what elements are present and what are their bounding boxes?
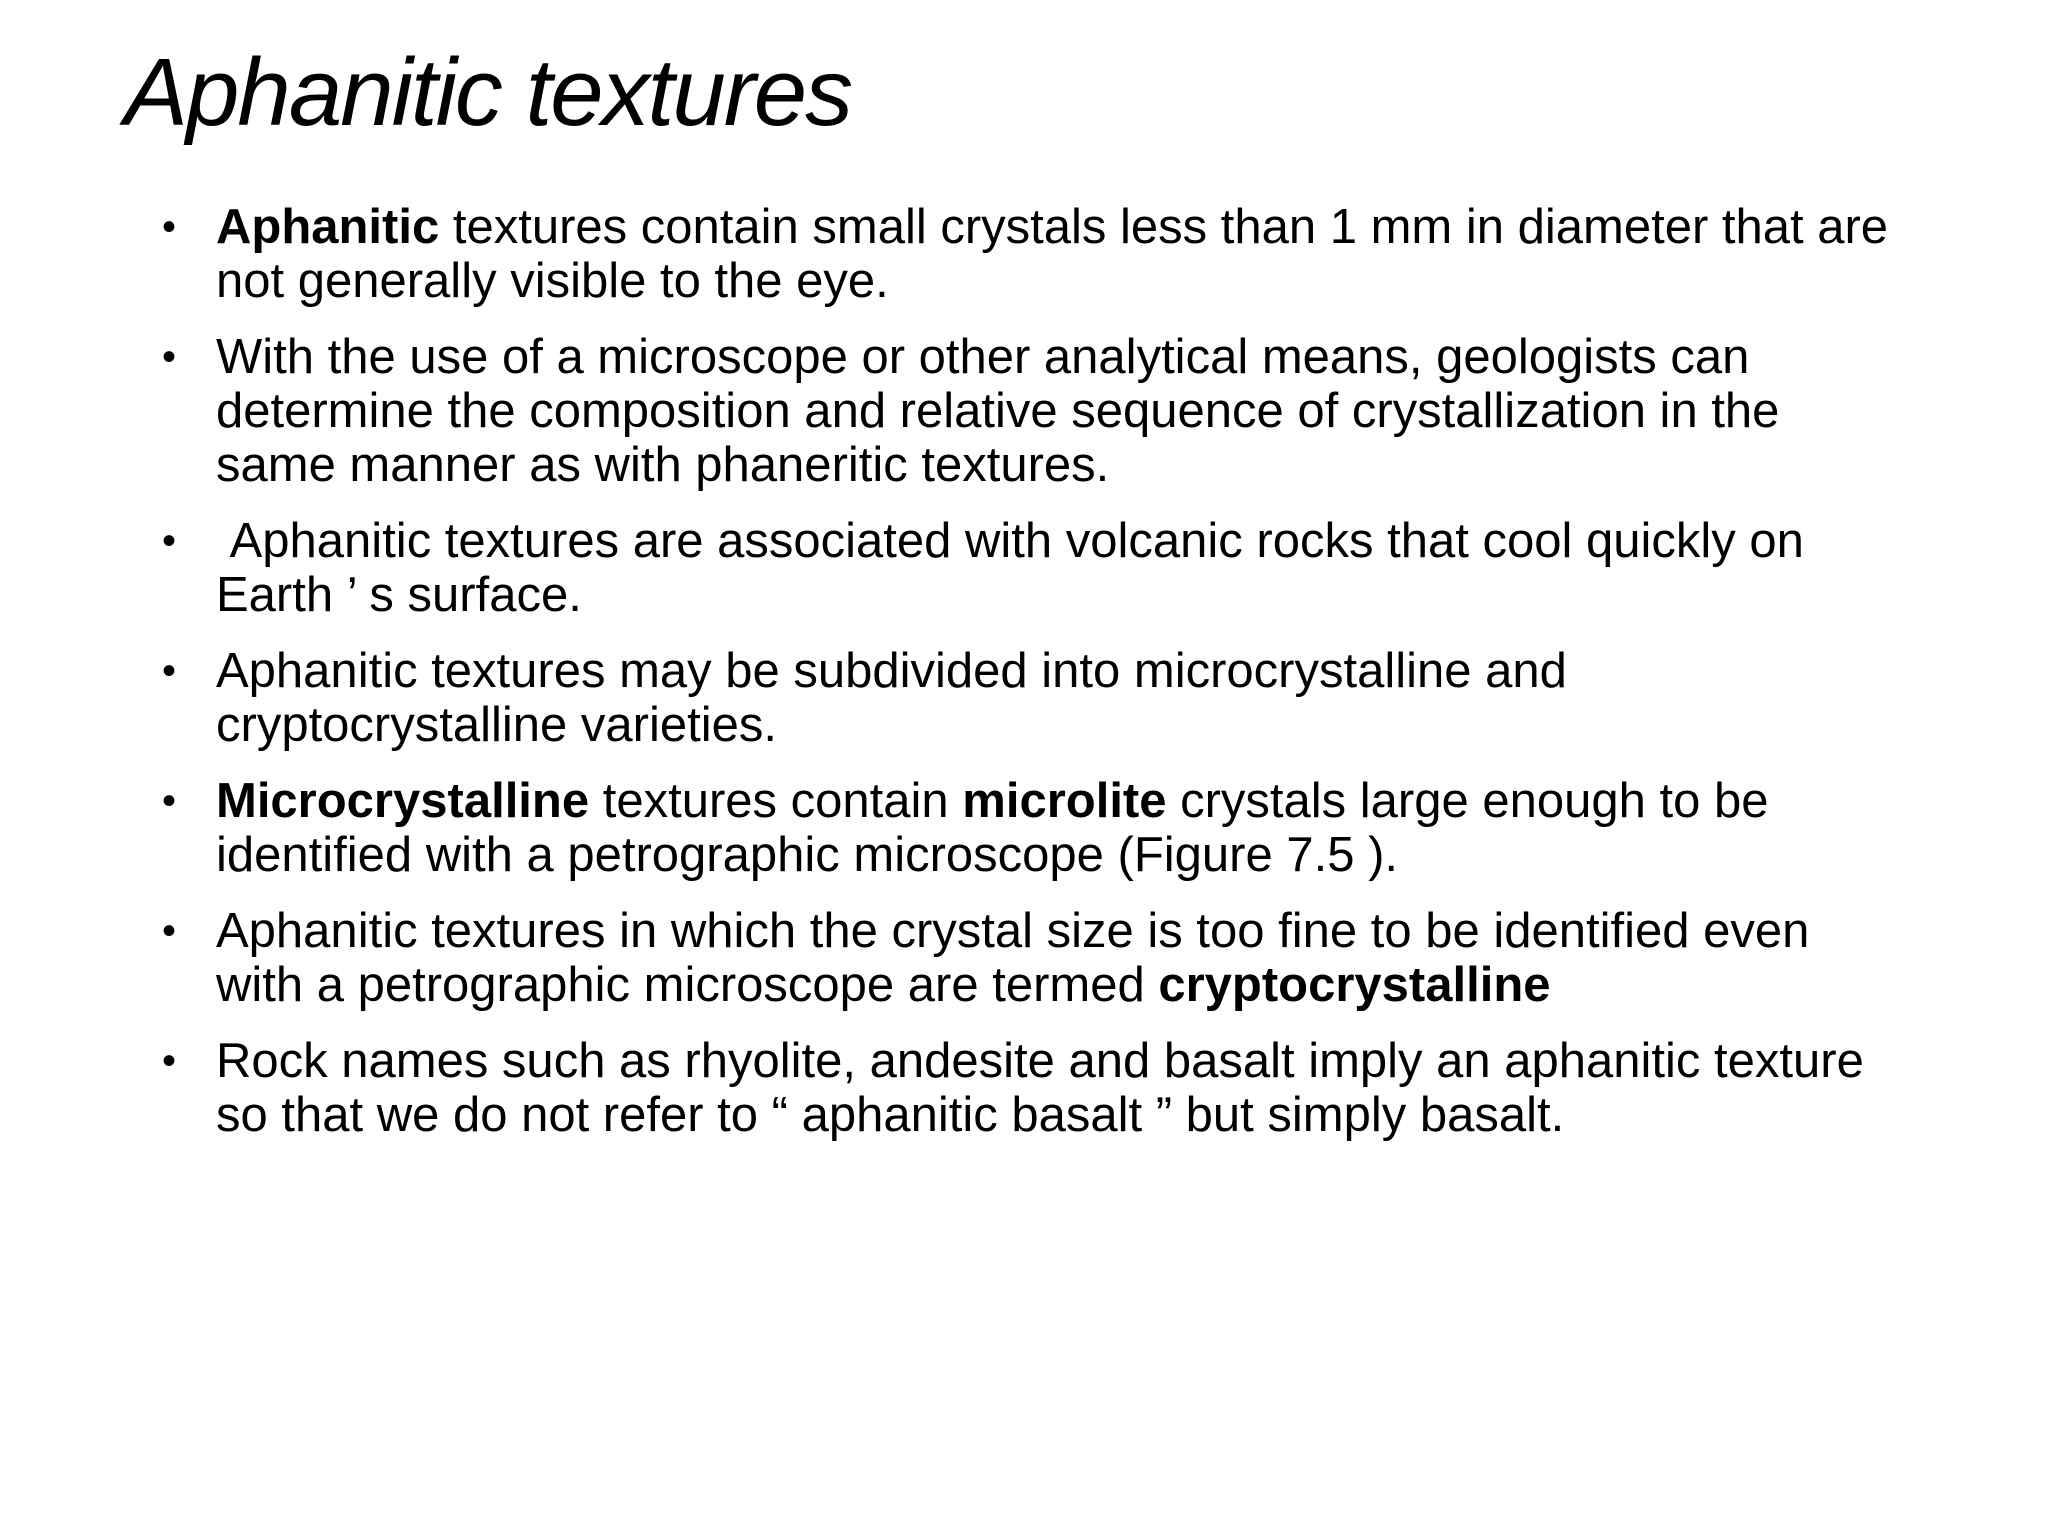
bullet-text: Aphanitic textures in which the crystal size is too fine to be identified even with a petrographic microscope are termed xyxy=(216,904,1810,1012)
bullet-dot-icon: • xyxy=(162,1039,177,1083)
bullet-item xyxy=(160,774,1900,882)
bullet-text: With the use of a microscope or other analytical means, geologists can determine the composition and relative sequence of crystallization in the same manner as with phaneritic textures. xyxy=(216,330,1780,492)
bullet-item xyxy=(160,644,1900,752)
bullet-dot-icon: • xyxy=(162,205,177,249)
bullet-item xyxy=(160,904,1900,1012)
bullet-item xyxy=(160,330,1900,492)
slide-title: Aphanitic textures xyxy=(124,39,852,146)
bullet-dot-icon: • xyxy=(162,649,177,693)
bullet-text: Aphanitic textures are associated with volcanic rocks that cool quickly on Earth ’ s surface. xyxy=(216,514,1804,622)
bold-term: Aphanitic xyxy=(216,200,440,254)
bullet-item xyxy=(160,1034,1900,1142)
bold-term: Microcrystalline xyxy=(216,774,590,828)
bullet-dot-icon: • xyxy=(162,909,177,953)
bullet-list xyxy=(160,200,1900,1164)
bullet-text: Rock names such as rhyolite, andesite and basalt imply an aphanitic texture so that we do not refer to “ aphanitic basalt ” but simply basalt. xyxy=(216,1034,1864,1142)
bullet-item xyxy=(160,514,1900,622)
bullet-dot-icon: • xyxy=(162,519,177,563)
bullet-text: crystals large enough to be identified with a petrographic microscope (Figure 7.5 ). xyxy=(216,774,1769,882)
bullet-text: Aphanitic textures may be subdivided into microcrystalline and cryptocrystalline varieties. xyxy=(216,644,1567,752)
bullet-text: textures contain xyxy=(589,774,963,828)
bold-term: cryptocrystalline xyxy=(1158,958,1551,1012)
bullet-text: textures contain small crystals less than 1 mm in diameter that are not generally visible to the eye. xyxy=(216,200,1889,308)
bold-term: microlite xyxy=(962,774,1167,828)
bullet-dot-icon: • xyxy=(162,335,177,379)
bullet-item xyxy=(160,200,1900,308)
bullet-dot-icon: • xyxy=(162,779,177,823)
